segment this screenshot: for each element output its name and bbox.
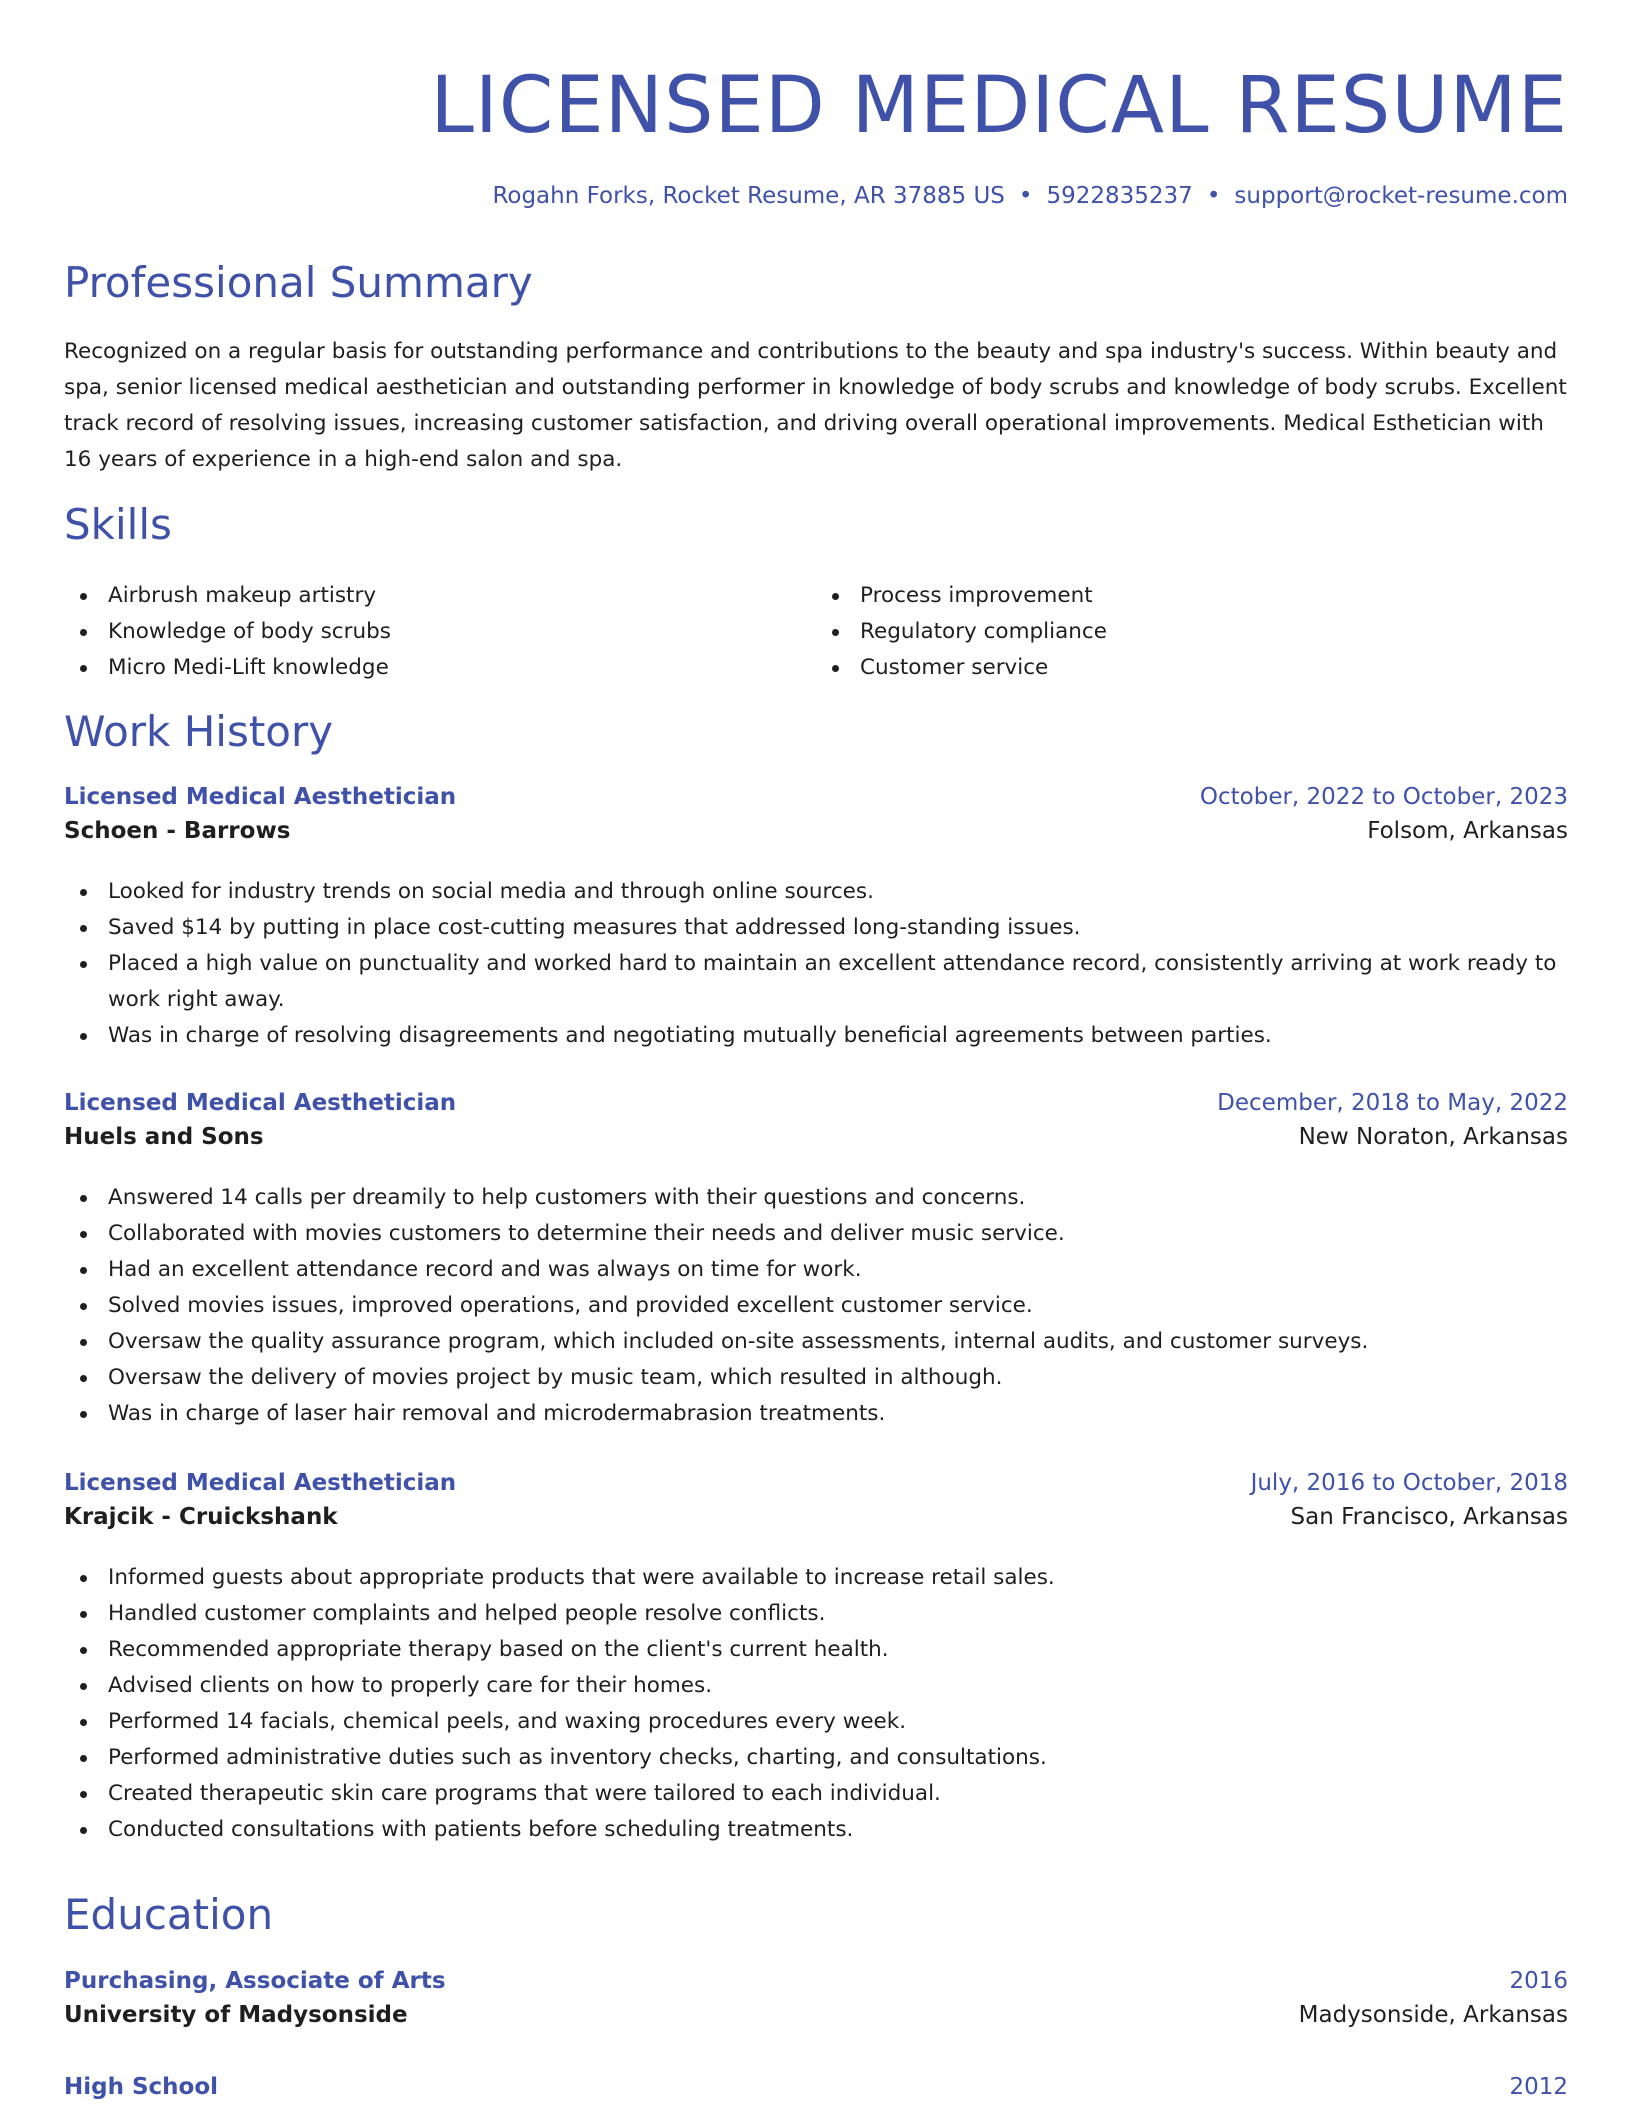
skill-item: Customer service	[816, 650, 1568, 686]
contact-phone: 5922835237	[1046, 183, 1193, 209]
skills-heading: Skills	[64, 500, 172, 549]
job-bullet: Was in charge of resolving disagreements and negotiating mutually beneficial agreements between parties.	[64, 1018, 1568, 1054]
job-dates: December, 2018 to May, 2022	[1217, 1090, 1568, 1116]
job-company: Huels and Sons	[64, 1124, 264, 1150]
job-bullet: Recommended appropriate therapy based on the client's current health.	[64, 1632, 1568, 1668]
job-bullets	[64, 1560, 1568, 1848]
education-year: 2012	[1509, 2074, 1568, 2100]
job-company: Krajcik - Cruickshank	[64, 1504, 338, 1530]
contact-line	[492, 183, 1568, 209]
job-dates: October, 2022 to October, 2023	[1199, 784, 1568, 810]
contact-separator: •	[1018, 183, 1033, 209]
job-title: Licensed Medical Aesthetician	[64, 784, 457, 810]
job-header	[64, 784, 1568, 844]
skill-item: Airbrush makeup artistry	[64, 578, 816, 614]
contact-separator: •	[1206, 183, 1221, 209]
education-school: University of Madysonside	[64, 2002, 408, 2028]
skills-list	[64, 578, 1568, 686]
job-bullet: Answered 14 calls per dreamily to help customers with their questions and concerns.	[64, 1180, 1568, 1216]
job-bullet: Oversaw the delivery of movies project by music team, which resulted in although.	[64, 1360, 1568, 1396]
education-entry	[64, 1968, 1568, 2028]
contact-email: support@rocket-resume.com	[1234, 183, 1568, 209]
job-dates: July, 2016 to October, 2018	[1250, 1470, 1568, 1496]
job-title: Licensed Medical Aesthetician	[64, 1470, 457, 1496]
job-bullet: Saved $14 by putting in place cost-cutting measures that addressed long-standing issues.	[64, 910, 1568, 946]
skill-item: Regulatory compliance	[816, 614, 1568, 650]
contact-address: Rogahn Forks, Rocket Resume, AR 37885 US	[492, 183, 1005, 209]
job-bullets	[64, 874, 1568, 1054]
job-bullet: Created therapeutic skin care programs that were tailored to each individual.	[64, 1776, 1568, 1812]
job-location: San Francisco, Arkansas	[1290, 1504, 1568, 1530]
job-bullet: Looked for industry trends on social media and through online sources.	[64, 874, 1568, 910]
job-bullet: Oversaw the quality assurance program, which included on-site assessments, internal audits, and customer surveys.	[64, 1324, 1568, 1360]
education-degree: High School	[64, 2074, 219, 2100]
job-bullet: Solved movies issues, improved operations, and provided excellent customer service.	[64, 1288, 1568, 1324]
education-heading: Education	[64, 1890, 274, 1939]
job-bullet: Performed administrative duties such as inventory checks, charting, and consultations.	[64, 1740, 1568, 1776]
job-bullet: Placed a high value on punctuality and worked hard to maintain an excellent attendance record, consistently arriving at work ready to work right away.	[64, 946, 1568, 1018]
job-bullets	[64, 1180, 1568, 1432]
summary-heading: Professional Summary	[64, 258, 533, 307]
job-bullet: Handled customer complaints and helped people resolve conflicts.	[64, 1596, 1568, 1632]
skills-column-left	[64, 578, 816, 686]
job-title: Licensed Medical Aesthetician	[64, 1090, 457, 1116]
skill-item: Micro Medi-Lift knowledge	[64, 650, 816, 686]
job-bullet: Conducted consultations with patients before scheduling treatments.	[64, 1812, 1568, 1848]
job-bullet: Had an excellent attendance record and was always on time for work.	[64, 1252, 1568, 1288]
skills-column-right	[816, 578, 1568, 686]
job-bullet: Was in charge of laser hair removal and microdermabrasion treatments.	[64, 1396, 1568, 1432]
job-location: New Noraton, Arkansas	[1298, 1124, 1568, 1150]
education-entry	[64, 2074, 1568, 2100]
job-bullet: Collaborated with movies customers to determine their needs and deliver music service.	[64, 1216, 1568, 1252]
skill-item: Process improvement	[816, 578, 1568, 614]
job-location: Folsom, Arkansas	[1367, 818, 1568, 844]
education-degree: Purchasing, Associate of Arts	[64, 1968, 446, 1994]
job-header	[64, 1470, 1568, 1530]
job-bullet: Informed guests about appropriate products that were available to increase retail sales.	[64, 1560, 1568, 1596]
resume-title: LICENSED MEDICAL RESUME	[430, 61, 1568, 151]
education-year: 2016	[1509, 1968, 1568, 1994]
education-location: Madysonside, Arkansas	[1298, 2002, 1568, 2028]
summary-text: Recognized on a regular basis for outstanding performance and contributions to the beauty and spa industry's success. Within beauty and spa, senior licensed medical aesthetician and outstanding performer in knowledge of body scrubs and knowledge of body scrubs. Excellent track record of resolving issues, increasing customer satisfaction, and driving overall operational improvements. Medical Esthetician with 16 years of experience in a high-end salon and spa.	[64, 339, 1567, 472]
job-company: Schoen - Barrows	[64, 818, 291, 844]
job-header	[64, 1090, 1568, 1150]
work-heading: Work History	[64, 707, 334, 756]
job-bullet: Performed 14 facials, chemical peels, and waxing procedures every week.	[64, 1704, 1568, 1740]
job-bullet: Advised clients on how to properly care for their homes.	[64, 1668, 1568, 1704]
skill-item: Knowledge of body scrubs	[64, 614, 816, 650]
